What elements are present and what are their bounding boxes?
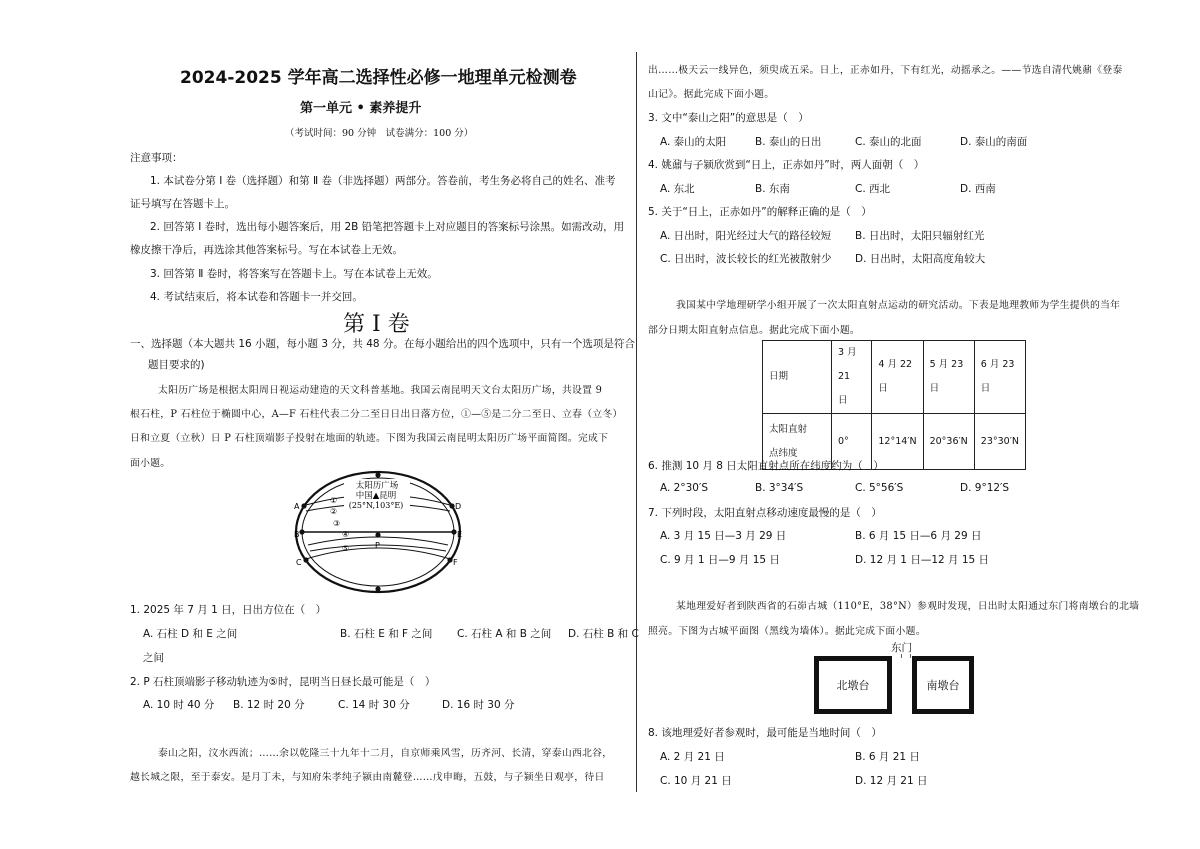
q4-option-d[interactable]: D. 西南 <box>960 183 996 195</box>
q8-option-a[interactable]: A. 2 月 21 日 <box>660 751 725 763</box>
table-cell <box>832 341 872 414</box>
q1-option-d[interactable]: D. 石柱 B 和 C <box>568 628 639 640</box>
diagram-point-c: C <box>296 558 302 567</box>
table-lat-4: 23°30′N <box>974 414 1025 470</box>
table-row-head-lat-a: 太阳直射 <box>769 423 808 435</box>
q8-option-c[interactable]: C. 10 月 21 日 <box>660 775 732 787</box>
q1-option-b[interactable]: B. 石柱 E 和 F 之间 <box>340 628 433 640</box>
table-date-1b: 日 <box>838 395 848 406</box>
notes-heading: 注意事项： <box>130 152 183 164</box>
passage4-line1: 某地理爱好者到陕西省的石峁古城（110°E，38°N）参观时发现，日出时太阳通过东门将南墩台的北墙 <box>676 601 1140 612</box>
table-cell <box>872 341 923 414</box>
q2-option-c[interactable]: C. 14 时 30 分 <box>338 699 410 711</box>
table-date-4b: 日 <box>980 383 991 394</box>
q6-option-c[interactable]: C. 5°56′S <box>855 482 904 494</box>
q3-option-d[interactable]: D. 泰山的南面 <box>960 136 1028 148</box>
diagram-point-e: E <box>457 530 463 539</box>
passage2-line2: 越长城之限，至于泰安。是月丁未，与知府朱孝纯子颍由南麓登……戊申晦，五鼓，与子颍坐日观亭，待日 <box>130 772 605 783</box>
q1-option-c[interactable]: C. 石柱 A 和 B 之间 <box>457 628 552 640</box>
q5-stem: 5. 关于“日上，正赤如丹”的解释正确的是（ ） <box>648 206 872 218</box>
table-row-head-lat-b: 点纬度 <box>769 447 798 459</box>
exam-info: （考试时间：90 分钟 试卷满分：100 分） <box>285 128 474 139</box>
sun-calendar-diagram <box>290 467 470 597</box>
q4-option-b[interactable]: B. 东南 <box>755 183 790 195</box>
diagram-track-2: ② <box>330 507 338 516</box>
q6-stem: 6. 推测 10 月 8 日太阳直射点所在纬度约为（ ） <box>648 460 884 472</box>
note-1a: 1. 本试卷分第 Ⅰ 卷（选择题）和第 Ⅱ 卷（非选择题）两部分。答卷前，考生务必将自己的姓名、准考 <box>150 175 616 187</box>
city-gate-opening <box>901 654 911 658</box>
passage2-line4: 山记》。据此完成下面小题。 <box>648 89 775 100</box>
note-1b: 证号填写在答题卡上。 <box>130 198 235 210</box>
q7-option-a[interactable]: A. 3 月 15 日—3 月 29 日 <box>660 530 787 542</box>
table-row-head-date: 日期 <box>763 341 832 414</box>
q1-option-a[interactable]: A. 石柱 D 和 E 之间 <box>143 628 238 640</box>
paper-subtitle: 第一单元 • 素养提升 <box>300 101 422 116</box>
q3-option-a[interactable]: A. 泰山的太阳 <box>660 136 727 148</box>
q7-option-c[interactable]: C. 9 月 1 日—9 月 15 日 <box>660 554 780 566</box>
north-tower-label: 北墩台 <box>836 679 870 692</box>
table-date-3a: 5 月 23 <box>929 359 964 370</box>
note-2b: 橡皮擦干净后，再选涂其他答案标号。写在本试卷上无效。 <box>130 244 403 256</box>
q6-option-d[interactable]: D. 9°12′S <box>960 482 1010 494</box>
diagram-point-d: D <box>455 502 462 511</box>
q7-option-d[interactable]: D. 12 月 1 日—12 月 15 日 <box>855 554 990 566</box>
sun-position-table <box>762 340 1026 470</box>
q8-option-d[interactable]: D. 12 月 21 日 <box>855 775 928 787</box>
passage2-line3: 出……极天云一线异色，须臾成五采。日上，正赤如丹，下有红光，动摇承之。——节选自清代姚鼐《登泰 <box>648 65 1123 76</box>
diagram-point-p: P <box>375 541 380 550</box>
q1-option-d-cont: 之间 <box>143 652 164 664</box>
passage1-line4: 面小题。 <box>130 458 171 469</box>
diagram-label-plaza: 太阳历广场 <box>355 481 399 491</box>
city-gate-label: 东门 <box>891 642 912 654</box>
diagram-track-3: ③ <box>333 519 341 528</box>
q5-option-b[interactable]: B. 日出时，太阳只辐射红光 <box>855 230 985 242</box>
q4-option-a[interactable]: A. 东北 <box>660 183 695 195</box>
note-2a: 2. 回答第 Ⅰ 卷时，选出每小题答案后，用 2B 铅笔把答题卡上对应题目的答案标号涂黑。如需改动，用 <box>150 221 625 233</box>
q4-stem: 4. 姚鼐与子颍欣赏到“日上，正赤如丹”时，两人面朝（ ） <box>648 159 925 171</box>
q2-stem: 2. P 石柱顶端影子移动轨迹为⑤时，昆明当日昼长最可能是（ ） <box>130 676 436 688</box>
section-line-2: 题目要求的) <box>148 359 205 371</box>
passage2-line1: 泰山之阳，汶水西流；……余以乾隆三十九年十二月，自京师乘风雪，历齐河、长清，穿泰山西北谷， <box>158 748 613 759</box>
note-4: 4. 考试结束后，将本试卷和答题卡一并交回。 <box>150 291 363 303</box>
section-line-1: 一、选择题（本大题共 16 小题，每小题 3 分，共 48 分。在每小题给出的四个选项中，只有一个选项是符合 <box>130 338 635 350</box>
diagram-label-kunming: 中国▲昆明 <box>355 491 397 501</box>
q2-option-d[interactable]: D. 16 时 30 分 <box>442 699 515 711</box>
passage1-line1: 太阳历广场是根据太阳周日视运动建造的天文科普基地。我国云南昆明天文台太阳历广场，共设置 9 <box>158 385 603 396</box>
q7-option-b[interactable]: B. 6 月 15 日—6 月 29 日 <box>855 530 982 542</box>
table-date-1a: 3 月 21 <box>838 347 857 382</box>
passage1-line2: 根石柱，P 石柱位于椭圆中心，A—F 石柱代表二分二至日日出日落方位，①—⑤是二分二至日、立春（立冬） <box>130 409 623 420</box>
diagram-label-coords: (25°N,103°E) <box>348 501 404 510</box>
diagram-point-a: A <box>294 502 300 511</box>
q5-option-c[interactable]: C. 日出时，波长较长的红光被散射少 <box>660 253 832 265</box>
table-date-2b: 日 <box>878 383 888 394</box>
q7-stem: 7. 下列时段，太阳直射点移动速度最慢的是（ ） <box>648 507 882 519</box>
table-cell <box>923 341 974 414</box>
q3-stem: 3. 文中“泰山之阳”的意思是（ ） <box>648 112 809 124</box>
passage3-line2: 部分日期太阳直射点信息。据此完成下面小题。 <box>648 325 861 336</box>
table-date-2a: 4 月 22 <box>878 359 913 370</box>
south-tower-label: 南墩台 <box>926 679 960 692</box>
diagram-track-4: ④ <box>342 530 350 539</box>
table-date-4a: 6 月 23 <box>980 359 1015 370</box>
q1-stem: 1. 2025 年 7 月 1 日，日出方位在（ ） <box>130 604 327 616</box>
north-tower <box>814 656 892 714</box>
diagram-point-b: B <box>294 530 300 539</box>
q2-option-b[interactable]: B. 12 时 20 分 <box>233 699 305 711</box>
diagram-point-f: F <box>453 558 458 567</box>
q8-option-b[interactable]: B. 6 月 21 日 <box>855 751 920 763</box>
passage3-line1: 我国某中学地理研学小组开展了一次太阳直射点运动的研究活动。下表是地理教师为学生提供的当年 <box>676 300 1121 311</box>
q5-option-a[interactable]: A. 日出时，阳光经过大气的路径较短 <box>660 230 832 242</box>
note-3: 3. 回答第 Ⅱ 卷时，将答案写在答题卡上。写在本试卷上无效。 <box>150 268 438 280</box>
q3-option-b[interactable]: B. 泰山的日出 <box>755 136 822 148</box>
passage1-line3: 日和立夏（立秋）日 P 石柱顶端影子投射在地面的轨迹。下图为我国云南昆明太阳历广场平面简图。完成下 <box>130 433 609 444</box>
q2-option-a[interactable]: A. 10 时 40 分 <box>143 699 215 711</box>
q3-option-c[interactable]: C. 泰山的北面 <box>855 136 922 148</box>
table-cell <box>974 341 1025 414</box>
table-lat-1: 0° <box>832 414 872 470</box>
q8-stem: 8. 该地理爱好者参观时，最可能是当地时间（ ） <box>648 727 882 739</box>
table-lat-3: 20°36′N <box>923 414 974 470</box>
paper-title: 2024-2025 学年高二选择性必修一地理单元检测卷 <box>180 68 577 88</box>
q4-option-c[interactable]: C. 西北 <box>855 183 891 195</box>
diagram-track-1: ① <box>330 496 338 505</box>
table-lat-2: 12°14′N <box>872 414 923 470</box>
passage4-line2: 照亮。下图为古城平面图（黑线为墙体）。据此完成下面小题。 <box>648 626 926 637</box>
table-row <box>763 341 1026 414</box>
q6-option-a[interactable]: A. 2°30′S <box>660 482 709 494</box>
q5-option-d[interactable]: D. 日出时，太阳高度角较大 <box>855 253 986 265</box>
column-divider <box>636 52 637 792</box>
volume-title: 第 Ⅰ 卷 <box>343 312 410 337</box>
table-date-3b: 日 <box>929 383 940 394</box>
q6-option-b[interactable]: B. 3°34′S <box>755 482 804 494</box>
diagram-track-5: ⑤ <box>342 544 350 553</box>
south-tower <box>912 656 974 714</box>
